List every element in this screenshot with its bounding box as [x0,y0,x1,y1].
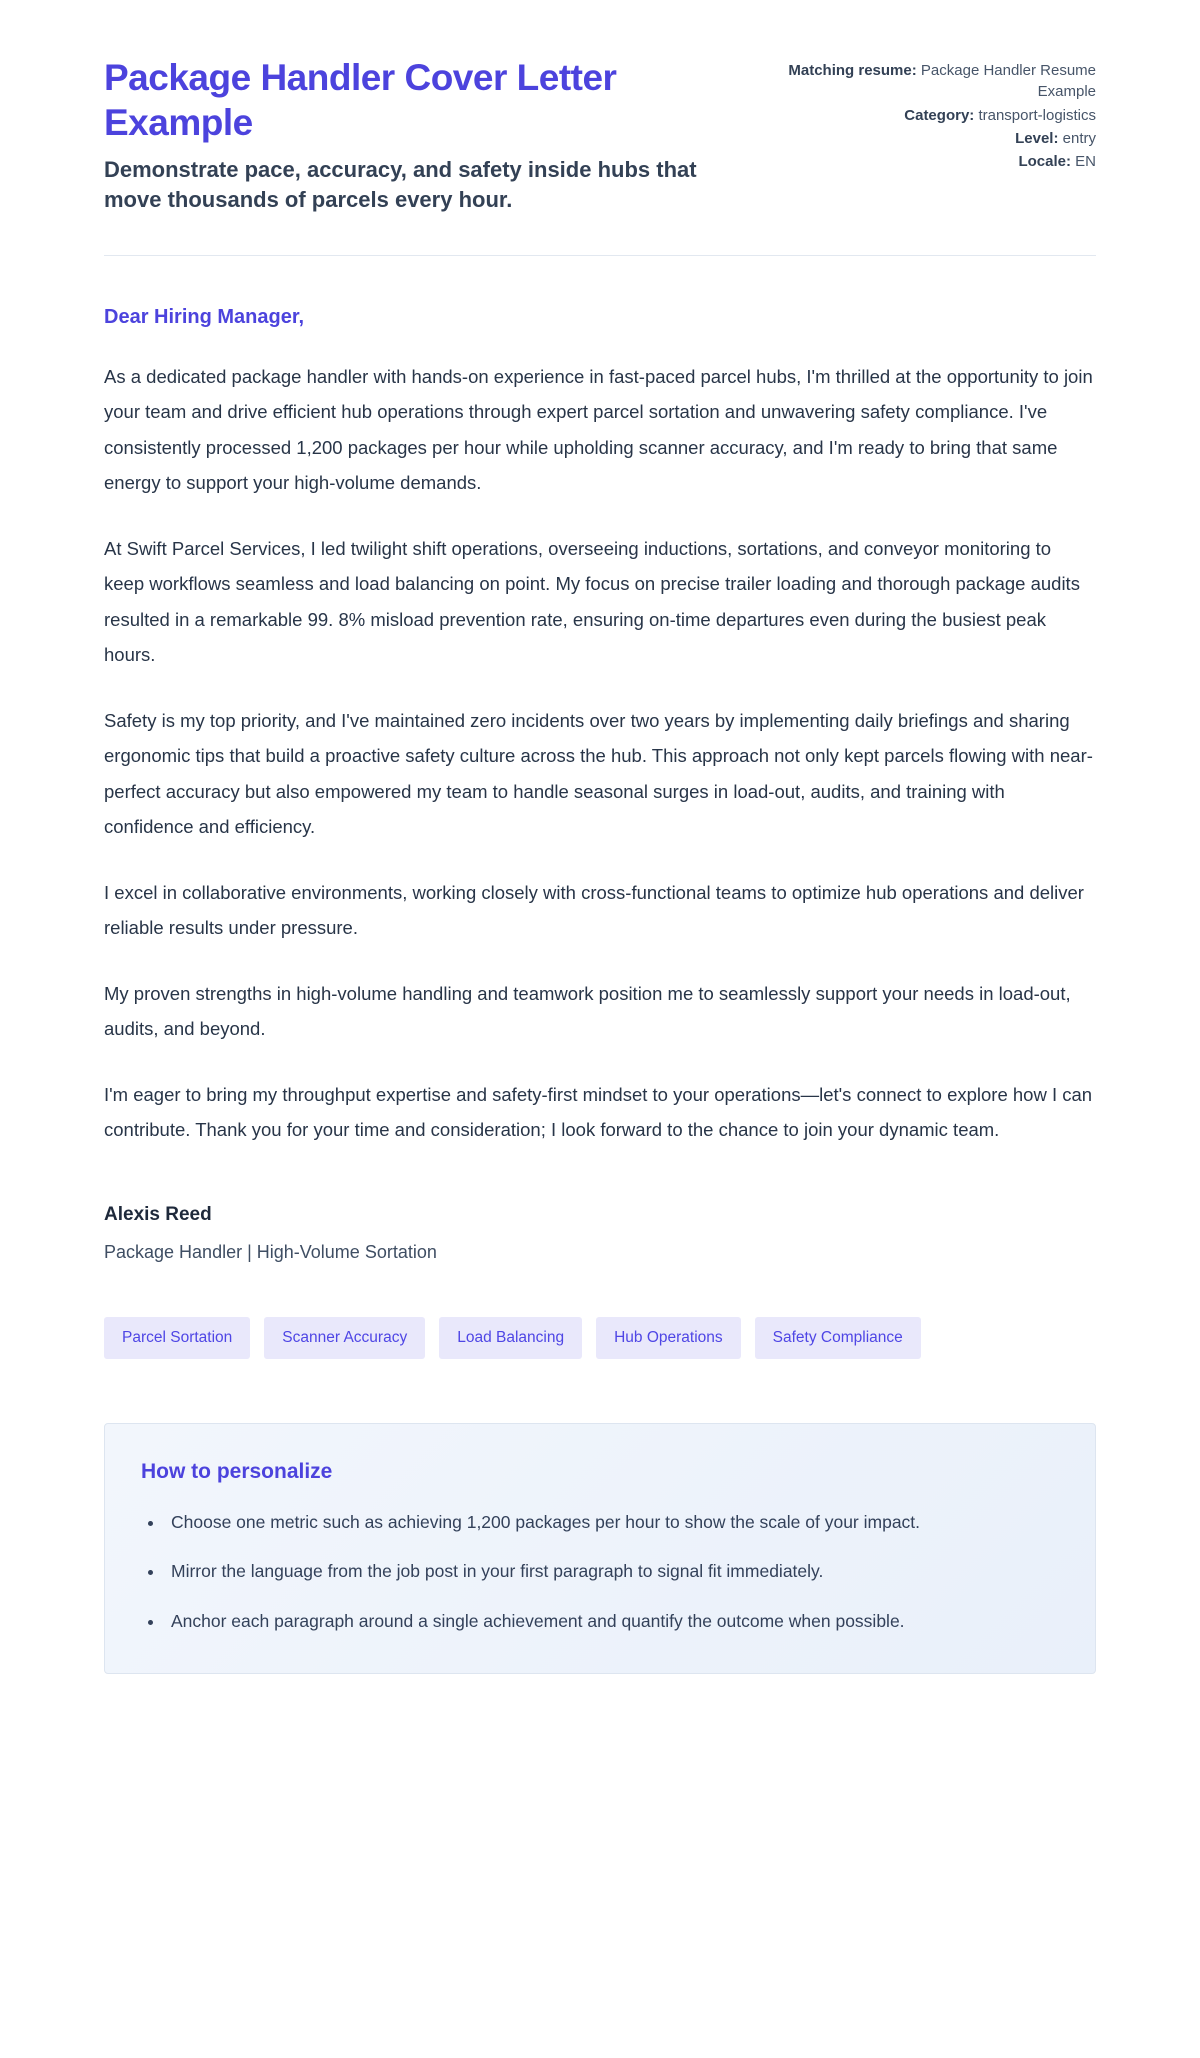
meta-label: Level: [1015,129,1059,147]
personalize-title: How to personalize [141,1459,333,1483]
meta-row [778,128,1096,149]
skill-tag: Hub Operations [596,1317,741,1359]
page-title: Package Handler Cover Letter Example [104,57,617,144]
skill-tag: Scanner Accuracy [264,1317,425,1359]
personalize-item: • Anchor each paragraph around a single achievement and quantify the outcome when possible. [165,1605,1059,1637]
skill-tag: Load Balancing [439,1317,582,1359]
letter-paragraph: My proven strengths in high-volume handling and teamwork position me to seamlessly support your needs in load-out, audits, and beyond. [104,982,1071,1040]
page [104,0,1096,1744]
letter-paragraph: I'm eager to bring my throughput expertise and safety-first mindset to your operations—let's connect to explore how I can contribute. Thank you for your time and consideration; I look forward to the chance to join your dynamic team. [104,1083,1093,1141]
meta-value: EN [1075,153,1096,171]
personalize-item: • Choose one metric such as achieving 1,200 packages per hour to show the scale of your impact. [165,1506,1059,1538]
skill-tag: Parcel Sortation [104,1317,250,1359]
meta-panel [778,55,1096,215]
meta-value: Package Handler Resume Example [920,62,1096,101]
skill-tag: Safety Compliance [755,1317,921,1359]
header-title-block [104,55,729,215]
meta-label: Category: [904,106,975,124]
letter-paragraph: At Swift Parcel Services, I led twilight shift operations, overseeing inductions, sortations, and conveyor monitoring to keep workflows seamless and load balancing on point. My focus on precise trailer loading and thorough package audits resulted in a remarkable 99. 8% misload prevention rate, ensuring on-time departures even during the busiest peak hours. [104,537,1080,666]
page-subtitle: Demonstrate pace, accuracy, and safety inside hubs that move thousands of parcels every hour. [104,157,697,212]
signature-name: Alexis Reed [104,1203,212,1225]
meta-row [778,151,1096,172]
skill-tags-row [104,1317,1096,1359]
meta-row [778,105,1096,126]
meta-row [778,60,1096,103]
meta-value: entry [1062,129,1096,147]
signature-role: Package Handler | High-Volume Sortation [104,1241,437,1262]
personalize-item: • Mirror the language from the job post in your first paragraph to signal fit immediately. [165,1555,1059,1587]
personalize-box [104,1423,1096,1674]
cover-letter-body [104,306,1096,1263]
personalize-list [141,1506,1059,1637]
header-divider [104,255,1096,256]
header [104,55,1096,215]
letter-paragraph: As a dedicated package handler with hands-on experience in fast-paced parcel hubs, I'm thrilled at the opportunity to join your team and drive efficient hub operations through expert parcel sortation and unwavering safety compliance. I've consistently processed 1,200 packages per hour while upholding scanner accuracy, and I'm ready to bring that same energy to support your high-volume demands. [104,365,1093,494]
letter-paragraph: I excel in collaborative environments, working closely with cross-functional teams to optimize hub operations and deliver reliable results under pressure. [104,881,1084,939]
greeting: Dear Hiring Manager, [104,305,305,328]
meta-label: Matching resume: [788,62,917,79]
letter-paragraphs [104,359,1096,1148]
letter-paragraph: Safety is my top priority, and I've maintained zero incidents over two years by implementing daily briefings and sharing ergonomic tips that build a proactive safety culture across the hub. This approach not only kept parcels flowing with near-perfect accuracy but also empowered my team to handle seasonal surges in load-out, audits, and training with confidence and efficiency. [104,709,1093,838]
meta-value: transport-logistics [978,106,1096,124]
meta-label: Locale: [1018,153,1071,171]
